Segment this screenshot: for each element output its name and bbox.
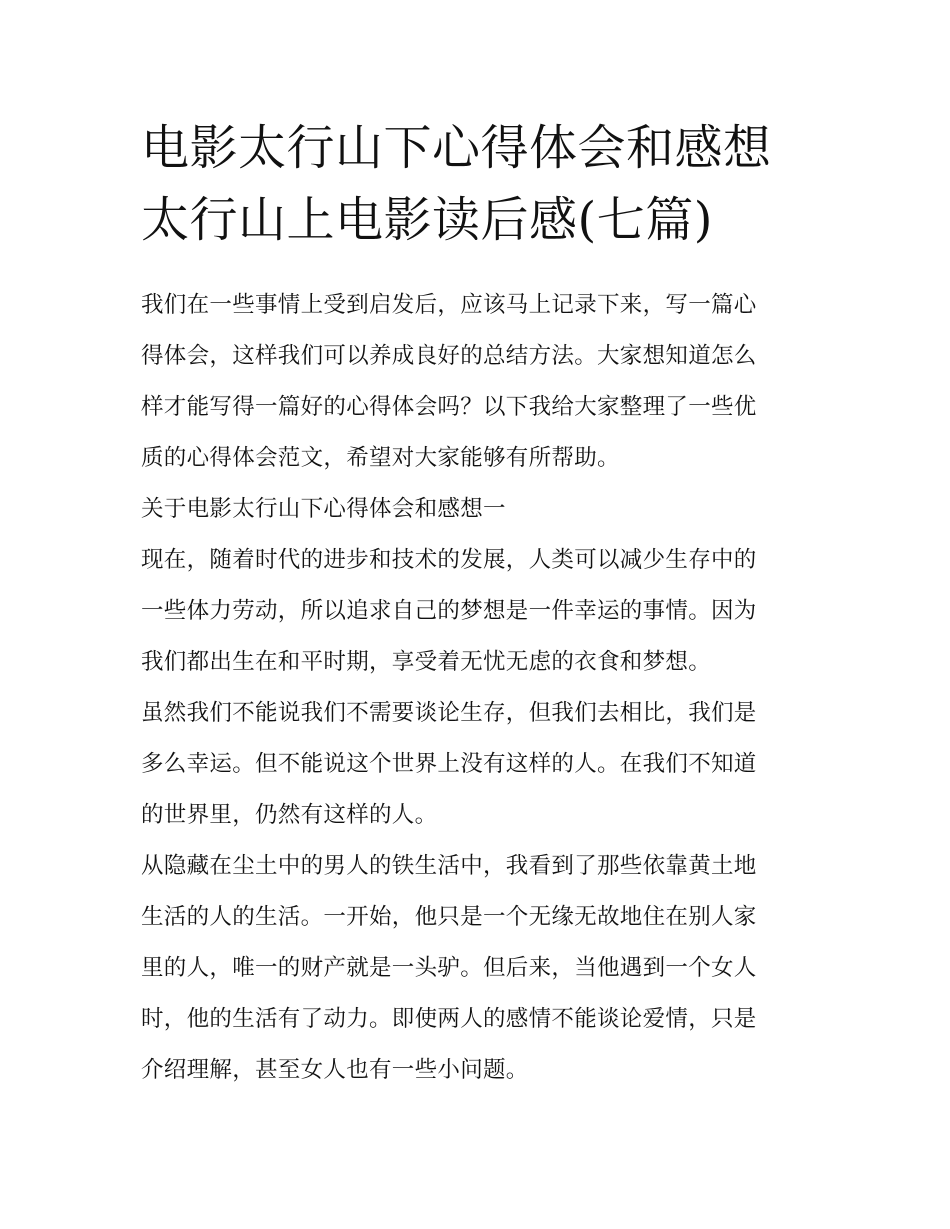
text-line: 现在，随着时代的进步和技术的发展，人类可以减少生存中的 bbox=[141, 547, 757, 573]
text-line: 里的人，唯一的财产就是一头驴。但后来，当他遇到一个女人 bbox=[141, 955, 757, 981]
text-line: 生活的人的生活。一开始，他只是一个无缘无故地住在别人家 bbox=[141, 904, 757, 930]
title-line-2: 太行山上电影读后感(七篇) bbox=[141, 192, 713, 248]
section-heading bbox=[141, 484, 813, 535]
body-paragraph bbox=[141, 841, 813, 1096]
text-line: 我们都出生在和平时期，享受着无忧无虑的衣食和梦想。 bbox=[141, 649, 712, 675]
text-line: 样才能写得一篇好的心得体会吗？以下我给大家整理了一些优 bbox=[141, 394, 757, 420]
text-line: 一些体力劳动，所以追求自己的梦想是一件幸运的事情。因为 bbox=[141, 598, 757, 624]
body-paragraph bbox=[141, 535, 813, 688]
text-line: 质的心得体会范文，希望对大家能够有所帮助。 bbox=[141, 445, 620, 471]
text-line: 的世界里，仍然有这样的人。 bbox=[141, 802, 438, 828]
text-line: 关于电影太行山下心得体会和感想一 bbox=[141, 496, 506, 522]
title-line-1: 电影太行山下心得体会和感想 bbox=[141, 120, 772, 176]
document-body bbox=[141, 280, 813, 1096]
intro-paragraph bbox=[141, 280, 813, 484]
text-line: 我们在一些事情上受到启发后，应该马上记录下来，写一篇心 bbox=[141, 292, 757, 318]
text-line: 多么幸运。但不能说这个世界上没有这样的人。在我们不知道 bbox=[141, 751, 757, 777]
text-line: 虽然我们不能说我们不需要谈论生存，但我们去相比，我们是 bbox=[141, 700, 757, 726]
document-title bbox=[141, 112, 821, 256]
body-paragraph bbox=[141, 688, 813, 841]
text-line: 得体会，这样我们可以养成良好的总结方法。大家想知道怎么 bbox=[141, 343, 757, 369]
text-line: 介绍理解，甚至女人也有一些小问题。 bbox=[141, 1057, 529, 1083]
text-line: 从隐藏在尘土中的男人的铁生活中，我看到了那些依靠黄土地 bbox=[141, 853, 757, 879]
text-line: 时，他的生活有了动力。即使两人的感情不能谈论爱情，只是 bbox=[141, 1006, 757, 1032]
